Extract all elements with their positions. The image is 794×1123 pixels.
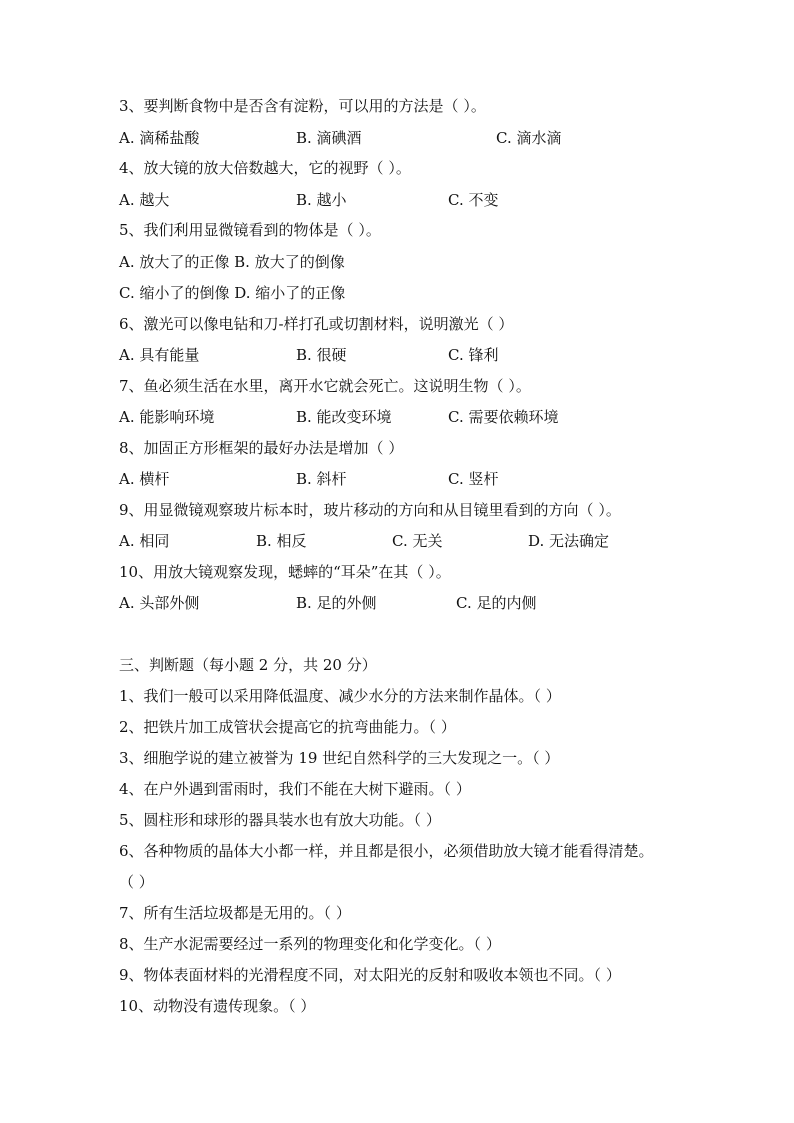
tf-item-6-answer: （ ）: [119, 873, 154, 891]
q4-option-c: C. 不变: [448, 191, 499, 209]
q6-option-a: A. 具有能量: [119, 346, 200, 364]
question-3: 3、要判断食物中是否含有淀粉，可以用的方法是（ ）。: [119, 97, 486, 115]
q6-option-b: B. 很硬: [296, 346, 347, 364]
q10-option-b: B. 足的外侧: [296, 594, 377, 612]
q8-option-c: C. 竖杆: [448, 470, 499, 488]
tf-item-5: 5、圆柱形和球形的器具装水也有放大功能。（ ）: [119, 811, 441, 829]
q7-option-a: A. 能影响环境: [119, 408, 215, 426]
q9-option-c: C. 无关: [392, 532, 443, 550]
question-5: 5、我们利用显微镜看到的物体是（ ）。: [119, 221, 381, 239]
q7-option-c: C. 需要依赖环境: [448, 408, 559, 426]
q3-option-c: C. 滴水滴: [496, 129, 562, 147]
q10-option-c: C. 足的内侧: [456, 594, 537, 612]
question-8: 8、加固正方形框架的最好办法是增加（ ）: [119, 439, 404, 457]
tf-item-9: 9、物体表面材料的光滑程度不同，对太阳光的反射和吸收本领也不同。（ ）: [119, 966, 621, 984]
question-10: 10、用放大镜观察发现，蟋蟀的“耳朵”在其（ ）。: [119, 563, 451, 581]
question-9: 9、用显微镜观察玻片标本时，玻片移动的方向和从目镜里看到的方向（ ）。: [119, 501, 621, 519]
section-heading-true-false: 三、判断题（每小题 2 分，共 20 分）: [119, 656, 377, 674]
question-7: 7、鱼必须生活在水里，离开水它就会死亡。这说明生物（ ）。: [119, 377, 531, 395]
tf-item-4: 4、在户外遇到雷雨时，我们不能在大树下避雨。（ ）: [119, 780, 471, 798]
q5-options-line-2: C. 缩小了的倒像 D. 缩小了的正像: [119, 284, 346, 302]
tf-item-8: 8、生产水泥需要经过一系列的物理变化和化学变化。（ ）: [119, 935, 501, 953]
tf-item-10: 10、动物没有遗传现象。（ ）: [119, 997, 316, 1015]
tf-item-1: 1、我们一般可以采用降低温度、减少水分的方法来制作晶体。（ ）: [119, 687, 561, 705]
tf-item-6: 6、各种物质的晶体大小都一样，并且都是很小，必须借助放大镜才能看得清楚。: [119, 842, 654, 860]
q9-option-b: B. 相反: [256, 532, 307, 550]
tf-item-2: 2、把铁片加工成管状会提高它的抗弯曲能力。（ ）: [119, 718, 456, 736]
q5-options-line-1: A. 放大了的正像 B. 放大了的倒像: [119, 253, 345, 271]
q10-option-a: A. 头部外侧: [119, 594, 200, 612]
q8-option-b: B. 斜杆: [296, 470, 347, 488]
tf-item-7: 7、所有生活垃圾都是无用的。（ ）: [119, 904, 351, 922]
q4-option-a: A. 越大: [119, 191, 170, 209]
q8-option-a: A. 横杆: [119, 470, 170, 488]
q7-option-b: B. 能改变环境: [296, 408, 392, 426]
question-4: 4、放大镜的放大倍数越大，它的视野（ ）。: [119, 159, 411, 177]
q9-option-d: D. 无法确定: [528, 532, 610, 550]
q4-option-b: B. 越小: [296, 191, 347, 209]
q3-option-a: A. 滴稀盐酸: [119, 129, 200, 147]
question-6: 6、激光可以像电钻和刀-样打孔或切割材料，说明激光（ ）: [119, 315, 514, 333]
q9-option-a: A. 相同: [119, 532, 170, 550]
q3-option-b: B. 滴碘酒: [296, 129, 362, 147]
tf-item-3: 3、细胞学说的建立被誉为 19 世纪自然科学的三大发现之一。（ ）: [119, 749, 560, 767]
q6-option-c: C. 锋利: [448, 346, 499, 364]
